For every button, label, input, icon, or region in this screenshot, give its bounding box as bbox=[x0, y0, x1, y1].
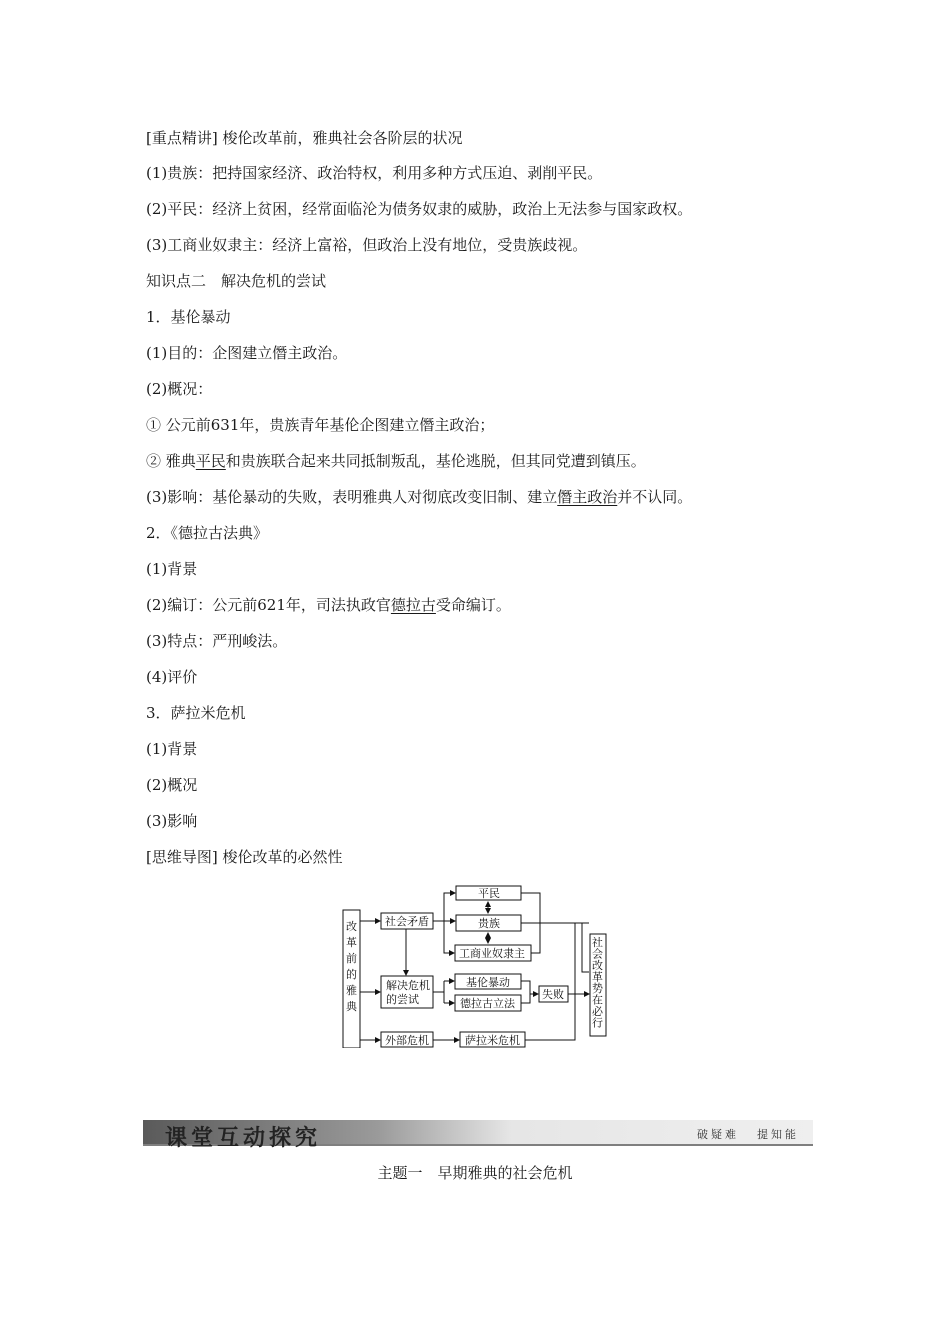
text-segment: 和贵族联合起来共同抵制叛乱，基伦逃脱，但其同党遭到镇压。 bbox=[225, 452, 646, 470]
text-line: 2．《德拉古法典》 bbox=[146, 524, 269, 542]
text-line: (1)背景 bbox=[146, 740, 198, 758]
text-line: 1．基伦暴动 bbox=[146, 308, 231, 326]
text-line: (1)目的：企图建立僭主政治。 bbox=[146, 344, 348, 362]
text-line: [思维导图] 梭伦改革的必然性 bbox=[146, 848, 343, 866]
text-line: 知识点二 解决危机的尝试 bbox=[146, 272, 327, 290]
text-line: [重点精讲] 梭伦改革前，雅典社会各阶层的状况 bbox=[146, 129, 463, 147]
label-salamis: 萨拉米危机 bbox=[465, 1034, 520, 1047]
text-line bbox=[146, 487, 692, 507]
text-line: ① 公元前631年，贵族青年基伦企图建立僭主政治； bbox=[146, 416, 495, 434]
label-pre-reform-athens: 改革前的雅典 bbox=[346, 920, 357, 1013]
label-attempt-2: 的尝试 bbox=[386, 993, 419, 1006]
text-line: (1)背景 bbox=[146, 560, 198, 578]
label-draco: 德拉古立法 bbox=[460, 997, 515, 1010]
text-segment: ② 雅典 bbox=[146, 452, 196, 470]
text-line: (3)特点：严刑峻法。 bbox=[146, 632, 288, 650]
label-nobles: 贵族 bbox=[478, 917, 500, 930]
text-line: (1)贵族：把持国家经济、政治特权，利用多种方式压迫、剥削平民。 bbox=[146, 164, 603, 182]
banner-right-2: 提知能 bbox=[757, 1128, 799, 1141]
section-banner bbox=[143, 1120, 813, 1151]
banner-subtitle bbox=[679, 1126, 799, 1142]
banner-title: 课堂互动探究 bbox=[165, 1125, 322, 1151]
text-line: (2)平民：经济上贫困，经常面临沦为债务奴隶的威胁，政治上无法参与国家政权。 bbox=[146, 200, 693, 218]
text-line bbox=[146, 595, 511, 615]
label-external-crisis: 外部危机 bbox=[385, 1034, 429, 1047]
label-merchants: 工商业奴隶主 bbox=[459, 947, 525, 960]
label-reform-inevitable: 社会改革势在必行 bbox=[592, 936, 603, 1030]
banner-right-1: 破疑难 bbox=[697, 1128, 739, 1141]
text-line: (2)概况 bbox=[146, 776, 198, 794]
underlined-term: 僭主政治 bbox=[557, 488, 618, 506]
label-attempt-1: 解决危机 bbox=[386, 979, 430, 992]
text-line: (4)评价 bbox=[146, 668, 198, 686]
text-segment: (2)编订：公元前621年，司法执政官 bbox=[146, 596, 391, 614]
underlined-term: 平民 bbox=[195, 452, 226, 470]
label-failure: 失败 bbox=[542, 988, 564, 1001]
text-line: (3)工商业奴隶主：经济上富裕，但政治上没有地位，受贵族歧视。 bbox=[146, 236, 588, 254]
topic-heading: 主题一 早期雅典的社会危机 bbox=[377, 1164, 573, 1182]
text-line bbox=[146, 451, 646, 471]
text-line: (2)概况： bbox=[146, 380, 213, 398]
text-segment: 受命编订。 bbox=[435, 596, 511, 614]
mind-map-svg bbox=[342, 882, 610, 1048]
text-segment: 并不认同。 bbox=[617, 488, 693, 506]
text-line: (3)影响 bbox=[146, 812, 198, 830]
underlined-term: 德拉古 bbox=[390, 596, 436, 614]
mind-map-diagram bbox=[342, 882, 610, 1048]
label-commoners: 平民 bbox=[478, 887, 500, 900]
label-kylon: 基伦暴动 bbox=[466, 976, 510, 989]
text-segment: (3)影响：基伦暴动的失败，表明雅典人对彻底改变旧制、建立 bbox=[146, 488, 558, 506]
text-line: 3．萨拉米危机 bbox=[146, 704, 246, 722]
label-social-conflict: 社会矛盾 bbox=[385, 915, 429, 928]
